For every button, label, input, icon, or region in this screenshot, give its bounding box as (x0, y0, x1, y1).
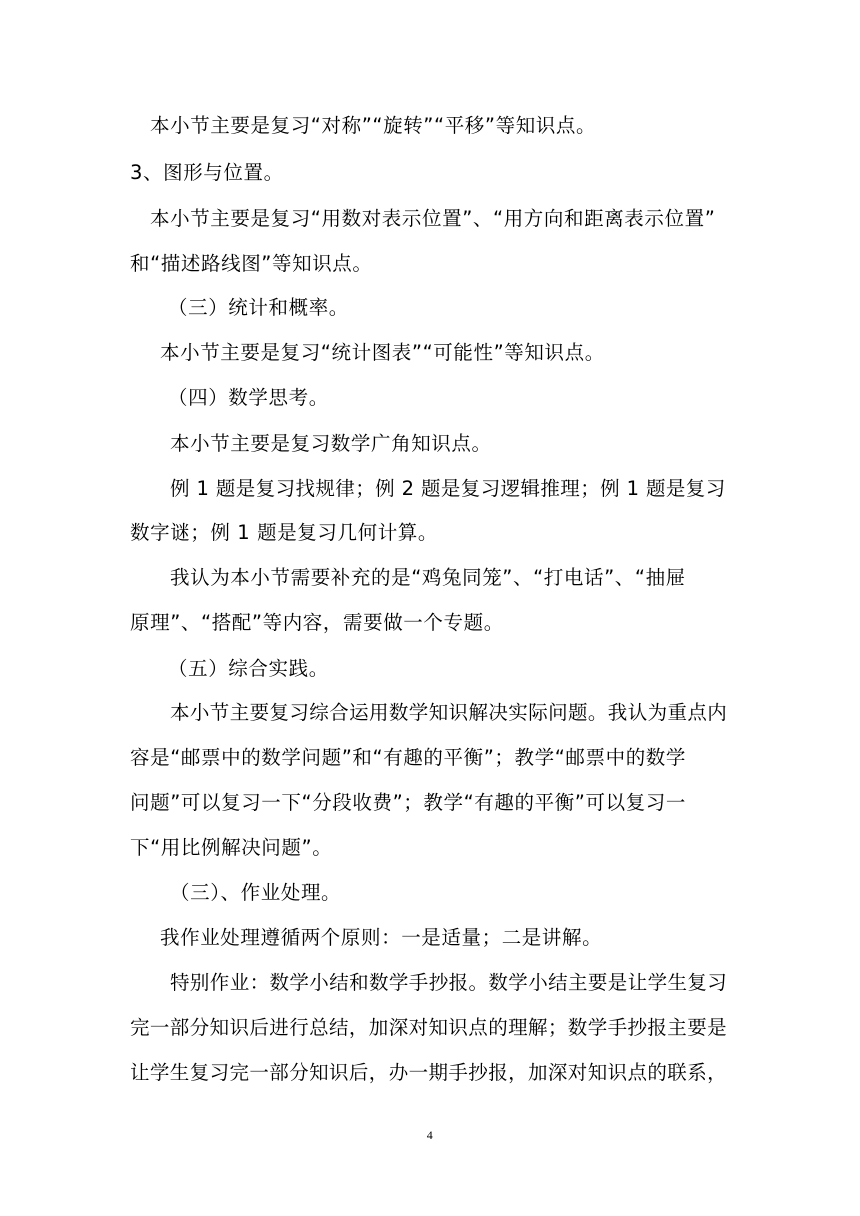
section-heading: （三）、作业处理。 (170, 881, 342, 904)
paragraph-line: 例 1 题是复习找规律；例 2 题是复习逻辑推理；例 1 题是复习 (170, 477, 726, 500)
paragraph-line: 我作业处理遵循两个原则：一是适量；二是讲解。 (160, 926, 603, 949)
paragraph-line: 本小节主要是复习“统计图表”“可能性”等知识点。 (160, 341, 605, 364)
section-heading: （三）统计和概率。 (168, 296, 349, 319)
paragraph-line: 容是“邮票中的数学问题”和“有趣的平衡”；教学“邮票中的数学 (130, 746, 687, 769)
paragraph-line: 本小节主要是复习数学广角知识点。 (170, 432, 492, 455)
paragraph-line: 完一部分知识后进行总结，加深对知识点的理解；数学手抄报主要是 (130, 1016, 728, 1039)
section-heading: （四）数学思考。 (168, 386, 329, 409)
section-heading: （五）综合实践。 (168, 657, 329, 680)
paragraph-line: 下“用比例解决问题”。 (130, 836, 333, 859)
paragraph-line: 本小节主要是复习“对称”“旋转”“平移”等知识点。 (150, 114, 597, 137)
page-number: 4 (426, 1128, 434, 1142)
paragraph-line: 让学生复习完一部分知识后，办一期手抄报，加深对知识点的联系， (130, 1061, 728, 1084)
paragraph-line: 我认为本小节需要补充的是“鸡兔同笼”、“打电话”、“抽屉 (170, 566, 686, 589)
section-heading: 3、图形与位置。 (130, 161, 284, 184)
paragraph-line: 特别作业：数学小结和数学手抄报。数学小结主要是让学生复习 (170, 971, 728, 994)
paragraph-line: 原理”、“搭配”等内容，需要做一个专题。 (130, 611, 504, 634)
paragraph-line: 本小节主要是复习“用数对表示位置”、“用方向和距离表示位置” (150, 207, 716, 230)
paragraph-line: 和“描述路线图”等知识点。 (130, 252, 373, 275)
paragraph-line: 本小节主要复习综合运用数学知识解决实际问题。我认为重点内 (170, 701, 728, 724)
paragraph-line: 数字谜；例 1 题是复习几何计算。 (130, 521, 439, 544)
paragraph-line: 问题”可以复习一下“分段收费”；教学“有趣的平衡”可以复习一 (130, 791, 687, 814)
